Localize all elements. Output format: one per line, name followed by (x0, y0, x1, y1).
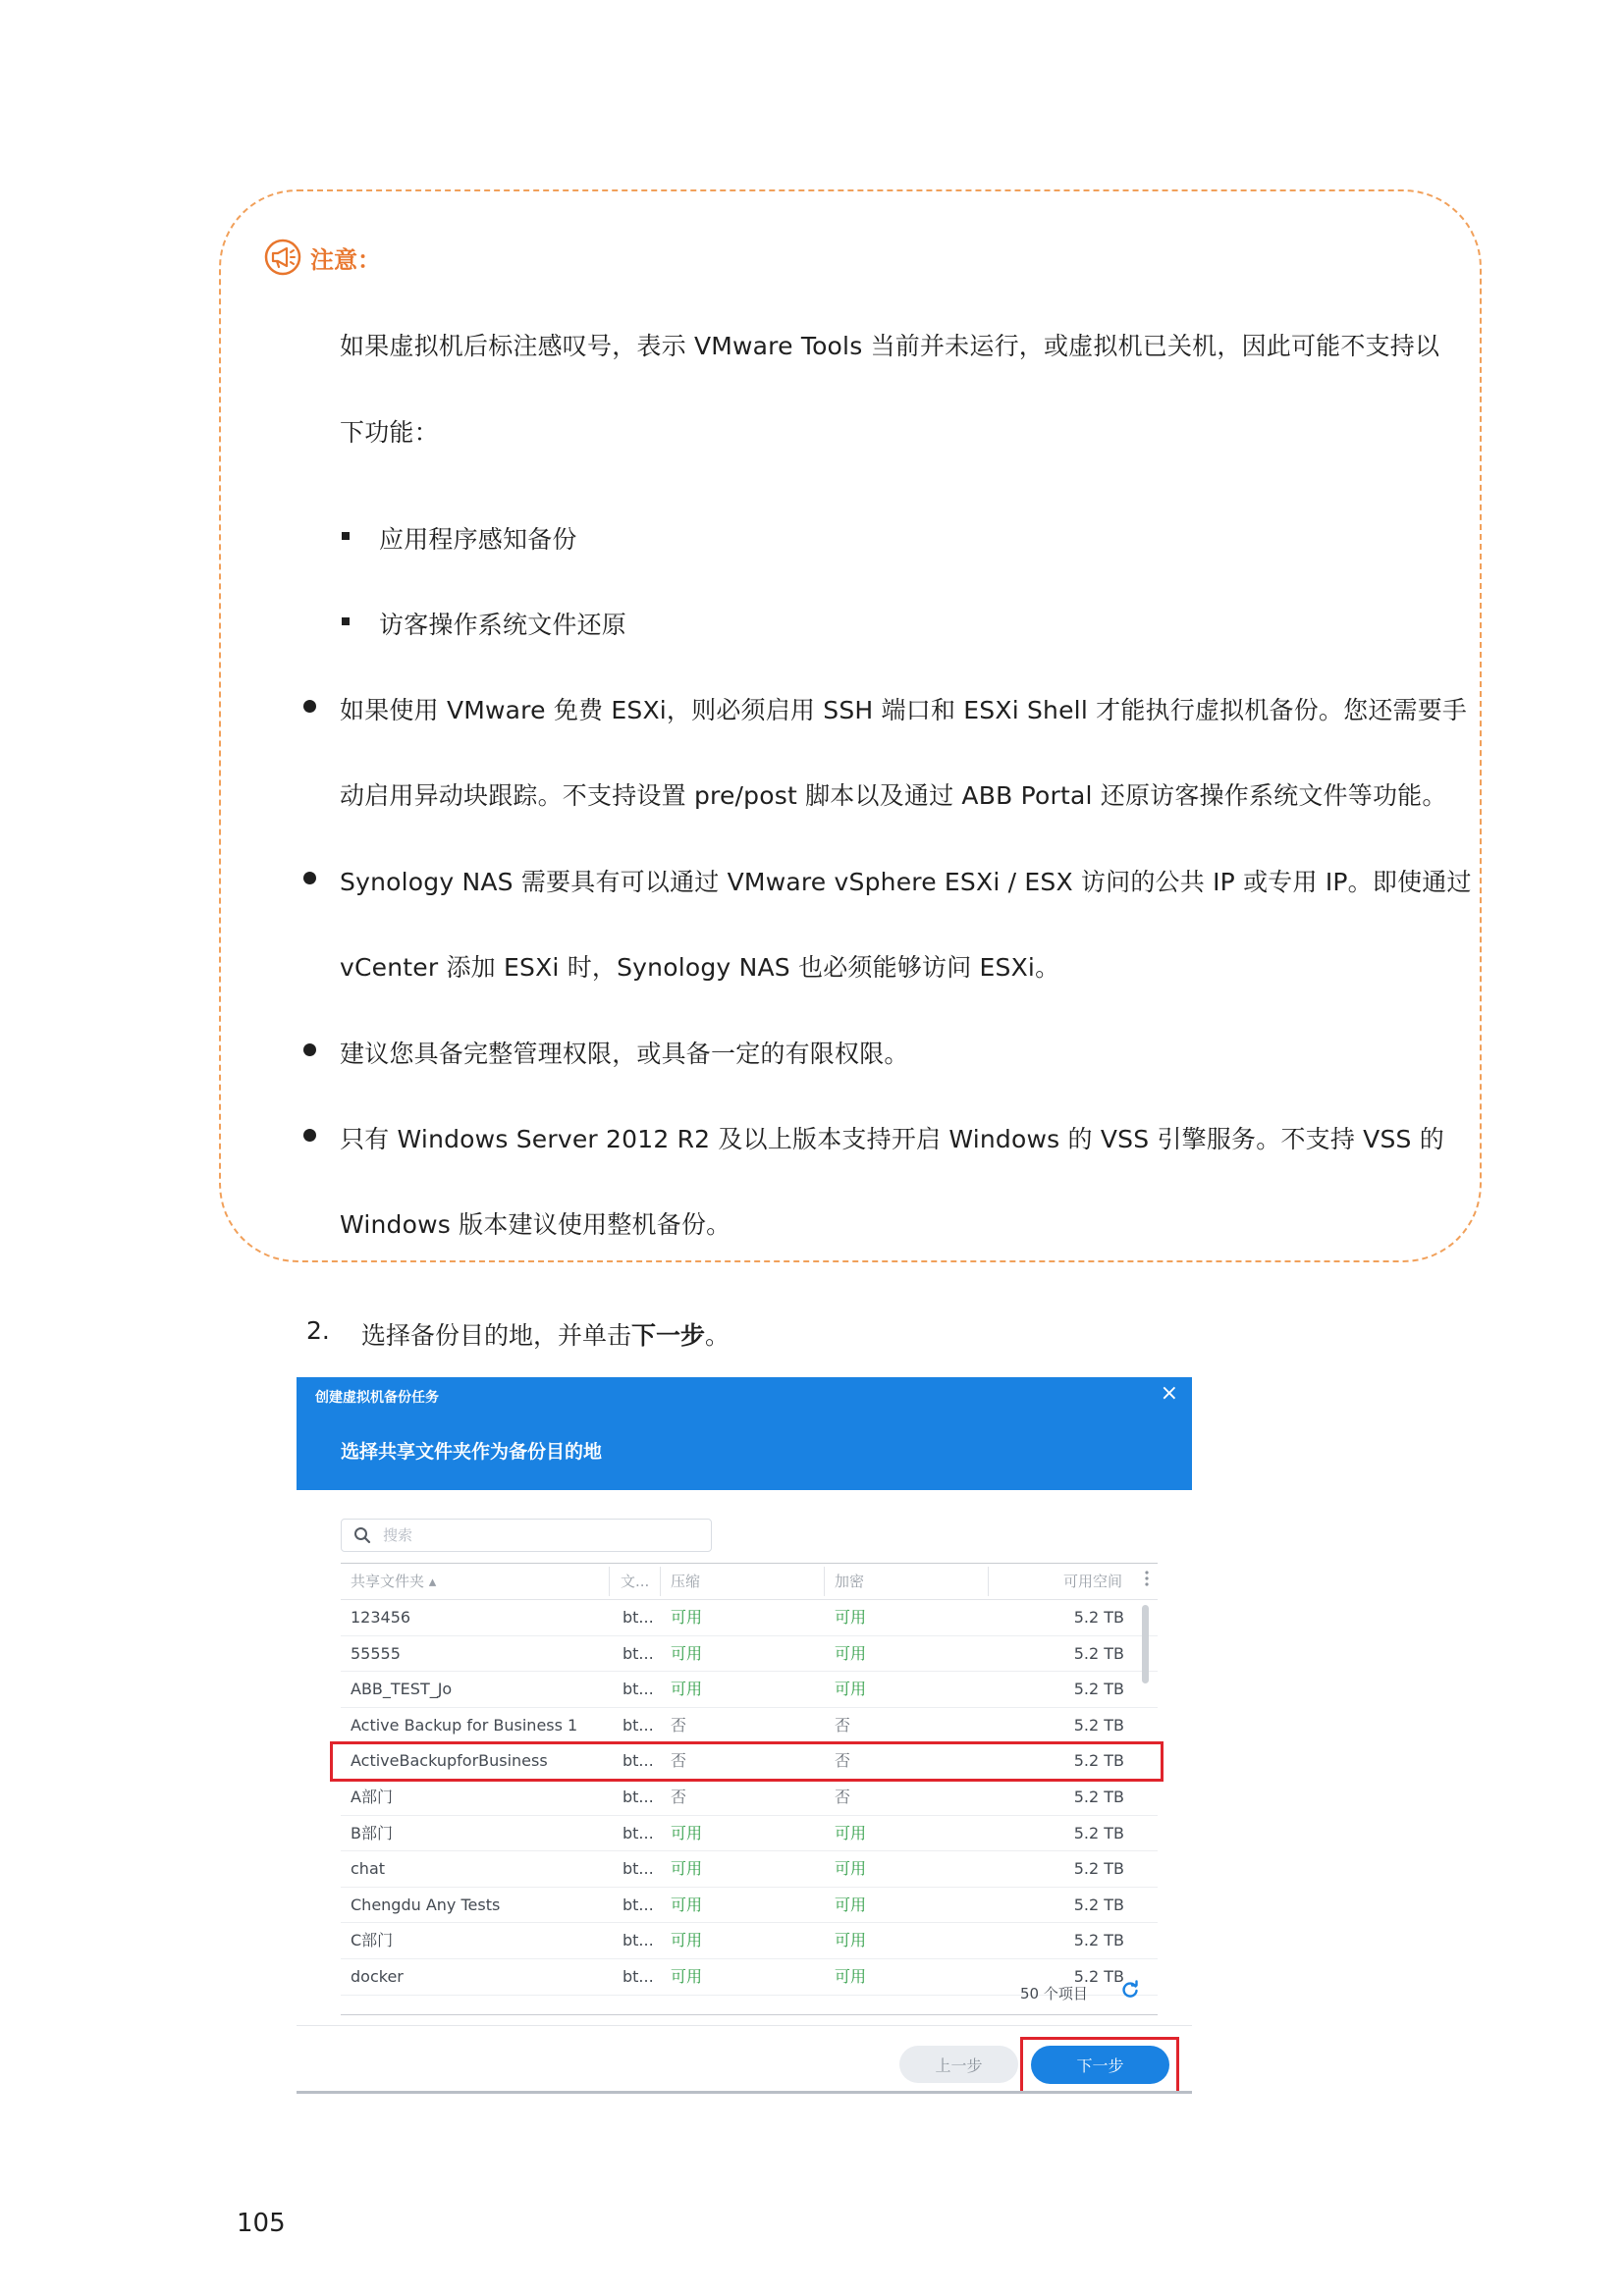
available-space: 5.2 TB (1073, 1895, 1124, 1914)
file-system: bt... (623, 1787, 654, 1806)
compression-status: 可用 (671, 1823, 703, 1842)
compression-status: 可用 (671, 1966, 703, 1986)
column-divider (988, 1567, 989, 1596)
close-icon[interactable]: × (1160, 1381, 1178, 1406)
folder-name: A部门 (351, 1787, 393, 1806)
available-space: 5.2 TB (1073, 1966, 1124, 1986)
next-button-highlight (1020, 2037, 1179, 2094)
encryption-status: 可用 (835, 1643, 867, 1663)
col-header-compress[interactable]: 压缩 (671, 1573, 701, 1590)
table-row[interactable] (341, 1600, 1158, 1636)
file-system: bt... (623, 1608, 654, 1627)
note-bullet-text: Synology NAS 需要具有可以通过 VMware vSphere ESXi / ESX 访问的公共 IP 或专用 IP。即使通过 (340, 868, 1472, 896)
item-count: 50 个项目 (1020, 1985, 1088, 2002)
previous-button[interactable]: 上一步 (899, 2046, 1018, 2083)
bullet-dot-icon (303, 1043, 316, 1056)
file-system: bt... (623, 1859, 654, 1879)
square-bullet-icon (342, 532, 350, 540)
square-bullet-icon (342, 617, 350, 625)
encryption-status: 可用 (835, 1680, 867, 1699)
file-system: bt... (623, 1966, 654, 1986)
compression-status: 否 (671, 1715, 687, 1735)
dialog-bottom-border (297, 2091, 1192, 2094)
page-number: 105 (237, 2209, 286, 2238)
bullet-dot-icon (303, 872, 316, 884)
column-divider (660, 1567, 661, 1596)
step-text-bold: 下一步 (631, 1321, 706, 1350)
table-row[interactable] (341, 1708, 1158, 1744)
file-system: bt... (623, 1680, 654, 1699)
table-row[interactable] (341, 1816, 1158, 1852)
folder-name: 123456 (351, 1608, 411, 1627)
compression-status: 可用 (671, 1680, 703, 1699)
encryption-status: 可用 (835, 1895, 867, 1914)
bullet-dot-icon (303, 700, 316, 713)
compression-status: 可用 (671, 1895, 703, 1914)
dialog-window-title: 创建虚拟机备份任务 (315, 1390, 439, 1406)
col-header-encrypt[interactable]: 加密 (835, 1573, 865, 1590)
note-header (263, 238, 381, 277)
col-header-space[interactable]: 可用空间 (1063, 1573, 1123, 1590)
file-system: bt... (623, 1643, 654, 1663)
encryption-status: 可用 (835, 1859, 867, 1879)
column-divider (609, 1567, 610, 1596)
next-button[interactable]: 下一步 (1031, 2046, 1169, 2084)
available-space: 5.2 TB (1073, 1680, 1124, 1699)
note-sub-item: 访客操作系统文件还原 (379, 611, 627, 639)
bullet-dot-icon (303, 1129, 316, 1142)
search-icon (353, 1526, 371, 1544)
scrollbar[interactable] (1142, 1605, 1149, 1683)
footer-divider (297, 2025, 1192, 2026)
note-bullet-text: 只有 Windows Server 2012 R2 及以上版本支持开启 Windows 的 VSS 引擎服务。不支持 VSS 的 (340, 1125, 1444, 1153)
table-row[interactable] (341, 1636, 1158, 1673)
encryption-status: 可用 (835, 1931, 867, 1950)
folder-name: Chengdu Any Tests (351, 1895, 501, 1914)
available-space: 5.2 TB (1073, 1823, 1124, 1842)
column-divider (824, 1567, 825, 1596)
folder-name: Active Backup for Business 1 (351, 1715, 578, 1735)
note-bullet-text: 动启用异动块跟踪。不支持设置 pre/post 脚本以及通过 ABB Portal 还原访客操作系统文件等功能。 (340, 781, 1447, 810)
dialog-header (297, 1377, 1192, 1490)
available-space: 5.2 TB (1073, 1751, 1124, 1771)
available-space: 5.2 TB (1073, 1931, 1124, 1950)
table-row[interactable] (341, 1851, 1158, 1888)
encryption-status: 可用 (835, 1608, 867, 1627)
file-system: bt... (623, 1751, 654, 1771)
folder-name: ActiveBackupforBusiness (351, 1751, 548, 1771)
note-intro-line-2: 下功能： (340, 418, 439, 447)
col-header-name[interactable]: 共享文件夹 ▴ (351, 1573, 437, 1590)
available-space: 5.2 TB (1073, 1608, 1124, 1627)
table-row[interactable] (341, 1780, 1158, 1816)
available-space: 5.2 TB (1073, 1859, 1124, 1879)
step-number: 2. (306, 1316, 330, 1345)
megaphone-icon (263, 238, 302, 277)
note-bullet-text: vCenter 添加 ESXi 时，Synology NAS 也必须能够访问 ESXi。 (340, 953, 1060, 982)
search-box[interactable] (341, 1519, 712, 1552)
step-instruction (361, 1316, 730, 1352)
encryption-status: 可用 (835, 1823, 867, 1842)
folder-name: docker (351, 1966, 404, 1986)
encryption-status: 否 (835, 1787, 851, 1806)
file-system: bt... (623, 1895, 654, 1914)
step-text-prefix: 选择备份目的地，并单击 (361, 1321, 632, 1350)
note-sub-item: 应用程序感知备份 (379, 525, 577, 554)
table-footer-border (341, 2014, 1158, 2015)
folder-name: ABB_TEST_Jo (351, 1680, 453, 1699)
encryption-status: 否 (835, 1715, 851, 1735)
available-space: 5.2 TB (1073, 1643, 1124, 1663)
step-text-suffix: 。 (705, 1321, 731, 1350)
compression-status: 否 (671, 1751, 687, 1771)
encryption-status: 否 (835, 1751, 851, 1771)
note-bullet-text: 如果使用 VMware 免费 ESXi，则必须启用 SSH 端口和 ESXi Shell 才能执行虚拟机备份。您还需要手 (340, 696, 1468, 724)
compression-status: 可用 (671, 1859, 703, 1879)
compression-status: 可用 (671, 1608, 703, 1627)
file-system: bt... (623, 1823, 654, 1842)
search-input[interactable] (381, 1525, 699, 1545)
file-system: bt... (623, 1715, 654, 1735)
note-intro-line-1: 如果虚拟机后标注感叹号，表示 VMware Tools 当前并未运行，或虚拟机已关机，因此可能不支持以 (340, 332, 1440, 360)
available-space: 5.2 TB (1073, 1787, 1124, 1806)
note-bullet-text: Windows 版本建议使用整机备份。 (340, 1210, 731, 1239)
folder-name: chat (351, 1859, 386, 1879)
file-system: bt... (623, 1931, 654, 1950)
folder-name: 55555 (351, 1643, 401, 1663)
dialog-heading: 选择共享文件夹作为备份目的地 (341, 1441, 603, 1463)
note-title: 注意： (310, 245, 381, 274)
note-bullet-text: 建议您具备完整管理权限，或具备一定的有限权限。 (340, 1040, 909, 1068)
folder-name: C部门 (351, 1931, 394, 1950)
available-space: 5.2 TB (1073, 1715, 1124, 1735)
compression-status: 否 (671, 1787, 687, 1806)
compression-status: 可用 (671, 1931, 703, 1950)
backup-task-dialog (297, 1377, 1192, 2094)
table-row[interactable] (341, 1888, 1158, 1924)
col-header-file[interactable]: 文... (621, 1573, 650, 1590)
selected-row-highlight (330, 1741, 1164, 1782)
table-top-border (341, 1563, 1158, 1564)
compression-status: 可用 (671, 1643, 703, 1663)
refresh-icon[interactable] (1120, 1980, 1140, 2000)
folder-name: B部门 (351, 1823, 393, 1842)
column-menu-icon[interactable] (1141, 1567, 1153, 1590)
encryption-status: 可用 (835, 1966, 867, 1986)
table-row[interactable] (341, 1923, 1158, 1959)
table-row[interactable] (341, 1672, 1158, 1708)
